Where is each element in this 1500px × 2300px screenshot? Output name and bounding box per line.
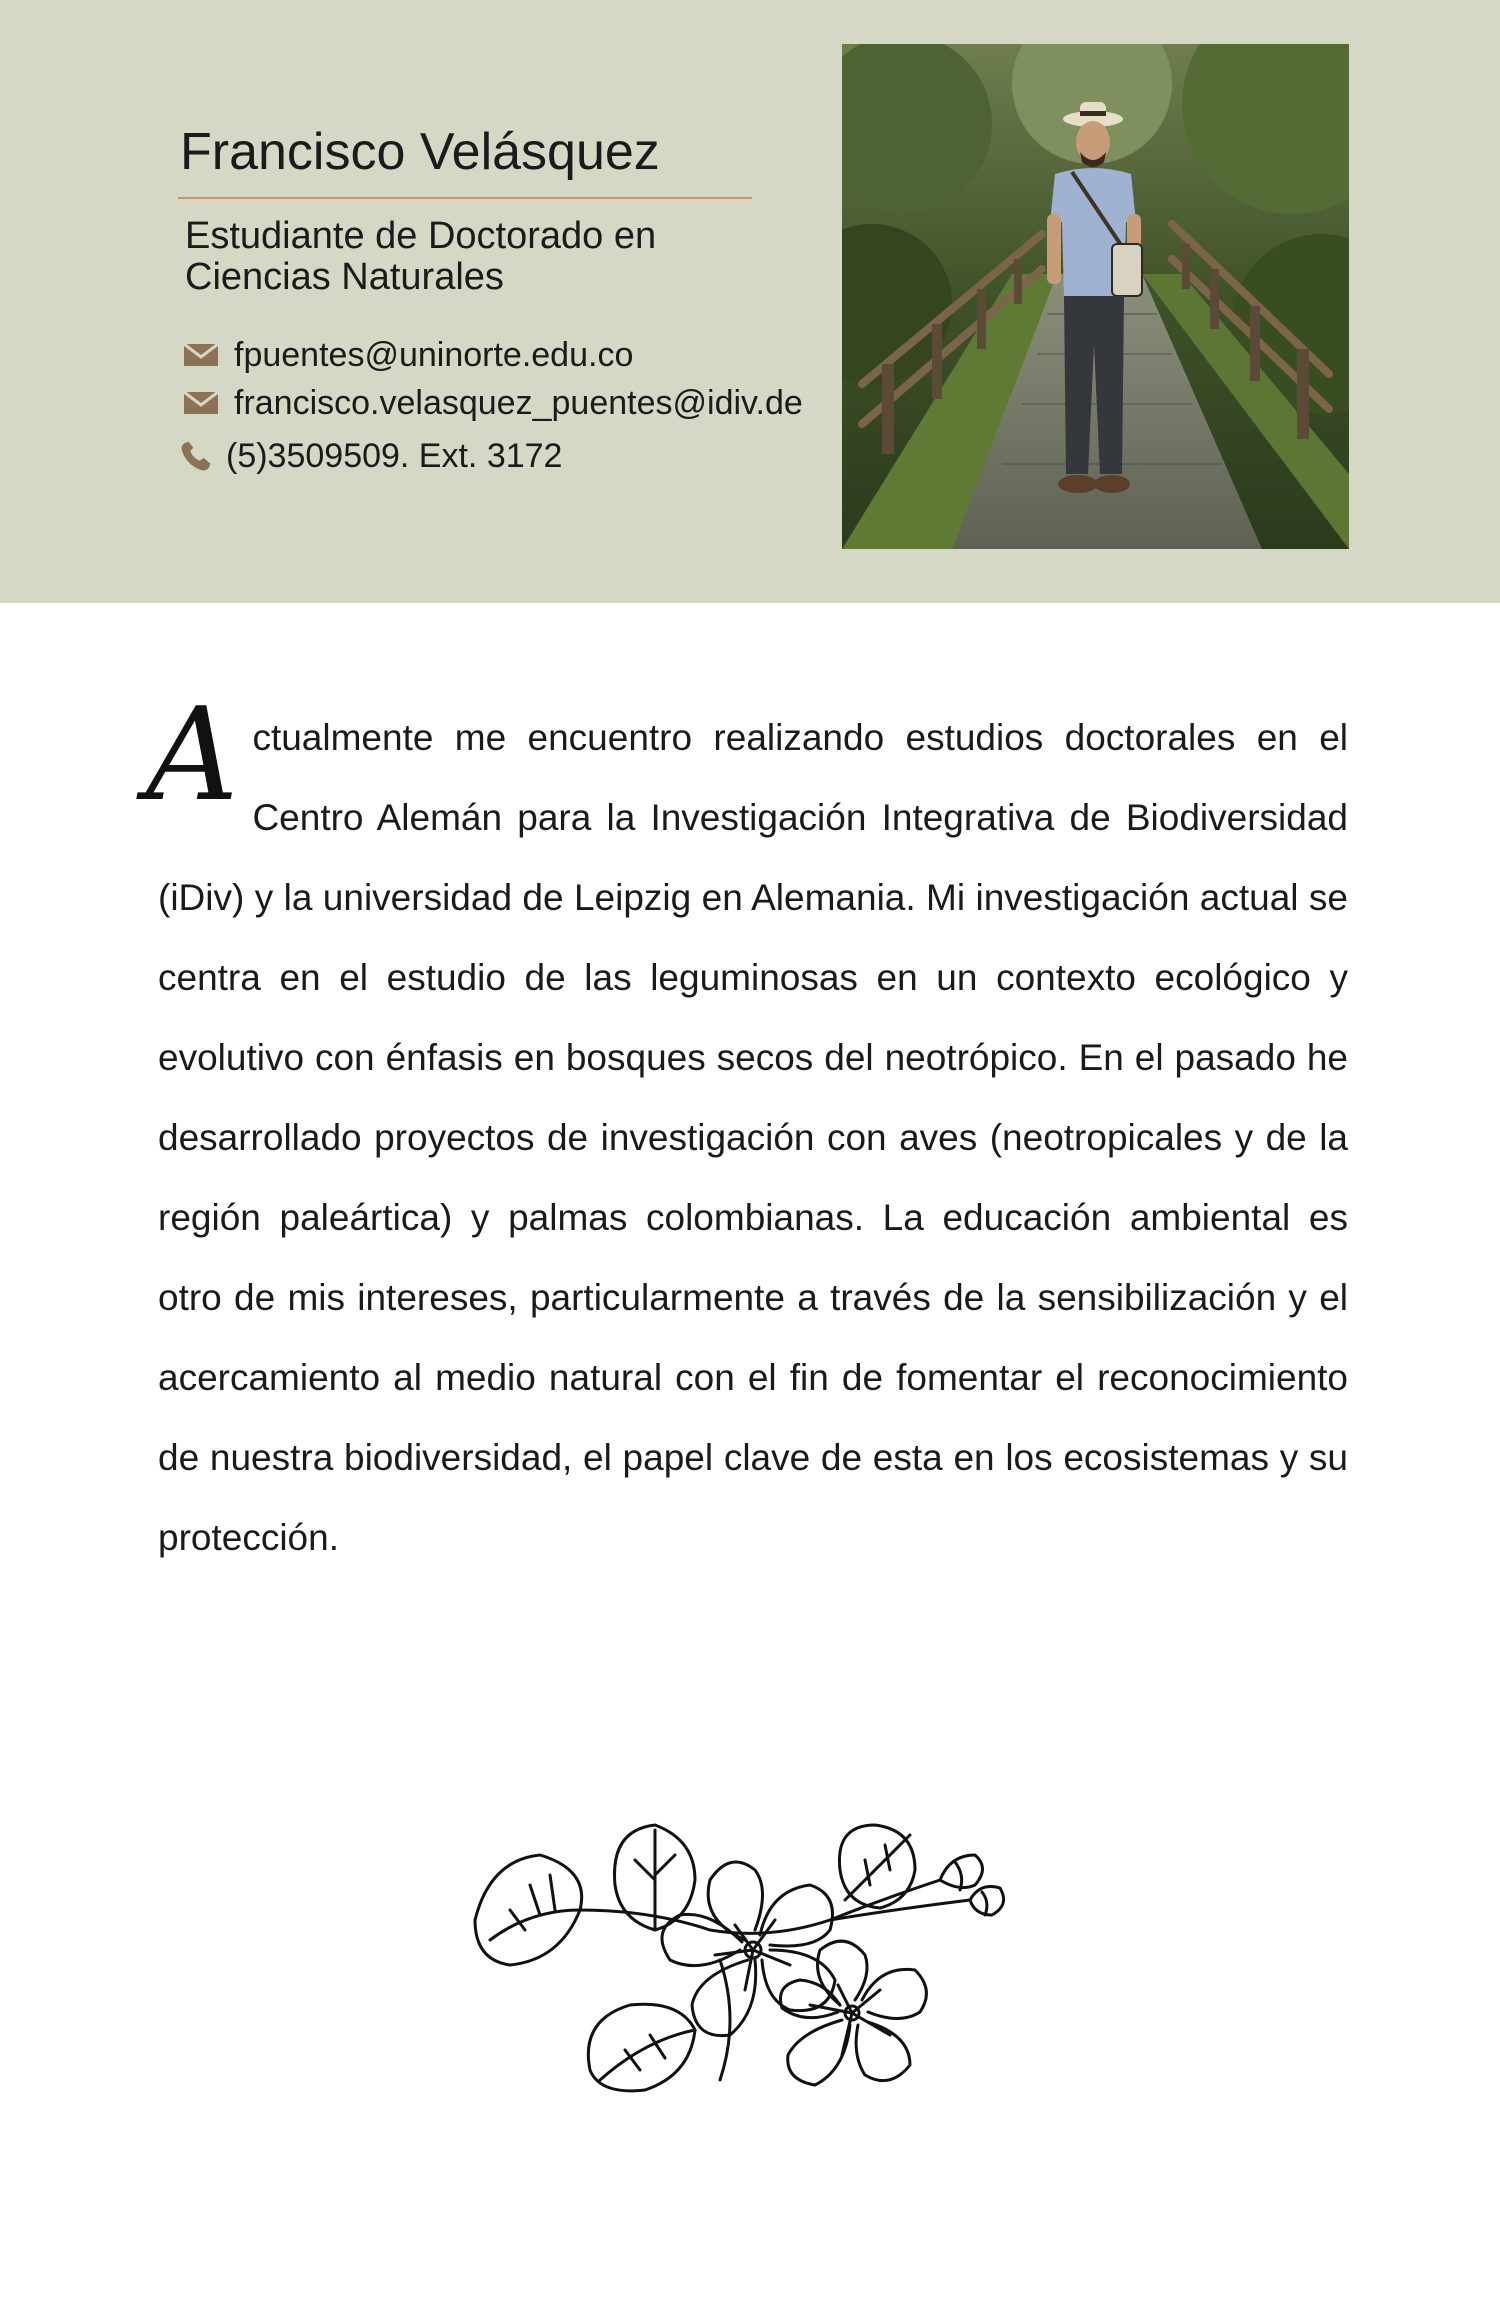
contact-email-2-text: francisco.velasquez_puentes@idiv.de bbox=[234, 383, 803, 422]
person-role bbox=[185, 216, 805, 298]
phone-icon bbox=[180, 439, 216, 473]
bio-text: ctualmente me encuentro realizando estudios doctorales en el Centro Alemán para la Investigación Integrativa de Biodiversidad (iDiv) y la universidad de Leipzig en Alemania. Mi investigación actual se centra en el estudio de las leguminosas en un contexto ecológico y evolutivo con énfasis en bosques secos del neotrópico. En el pasado he desarrollado proyectos de investigación con aves (neotropicales y de la región paleártica) y palmas colombianas. La educación ambiental es otro de mis intereses, particularmente a través de la sensibilización y el acercamiento al medio natural con el fin de fomentar el reconocimiento de nuestra biodiversidad, el papel clave de esta en los ecosistemas y su protección. bbox=[158, 717, 1348, 1558]
header-panel bbox=[0, 0, 1500, 603]
bio-dropcap: A bbox=[146, 681, 239, 830]
role-line-1: Estudiante de Doctorado en bbox=[185, 215, 657, 257]
contact-email-1[interactable] bbox=[182, 333, 633, 377]
person-name: Francisco Velásquez bbox=[180, 123, 660, 181]
contact-email-2[interactable] bbox=[182, 381, 803, 425]
envelope-icon bbox=[182, 340, 220, 370]
envelope-icon bbox=[182, 388, 220, 418]
name-divider bbox=[178, 197, 752, 199]
role-line-2: Ciencias Naturales bbox=[185, 256, 504, 298]
portrait-photo bbox=[842, 44, 1349, 549]
flower-illustration bbox=[470, 1800, 1030, 2120]
contact-email-1-text: fpuentes@uninorte.edu.co bbox=[234, 335, 634, 374]
contact-phone[interactable] bbox=[180, 434, 562, 478]
contact-phone-text: (5)3509509. Ext. 3172 bbox=[226, 436, 563, 475]
portrait-illustration bbox=[842, 44, 1349, 549]
bio-paragraph bbox=[146, 681, 1348, 1578]
